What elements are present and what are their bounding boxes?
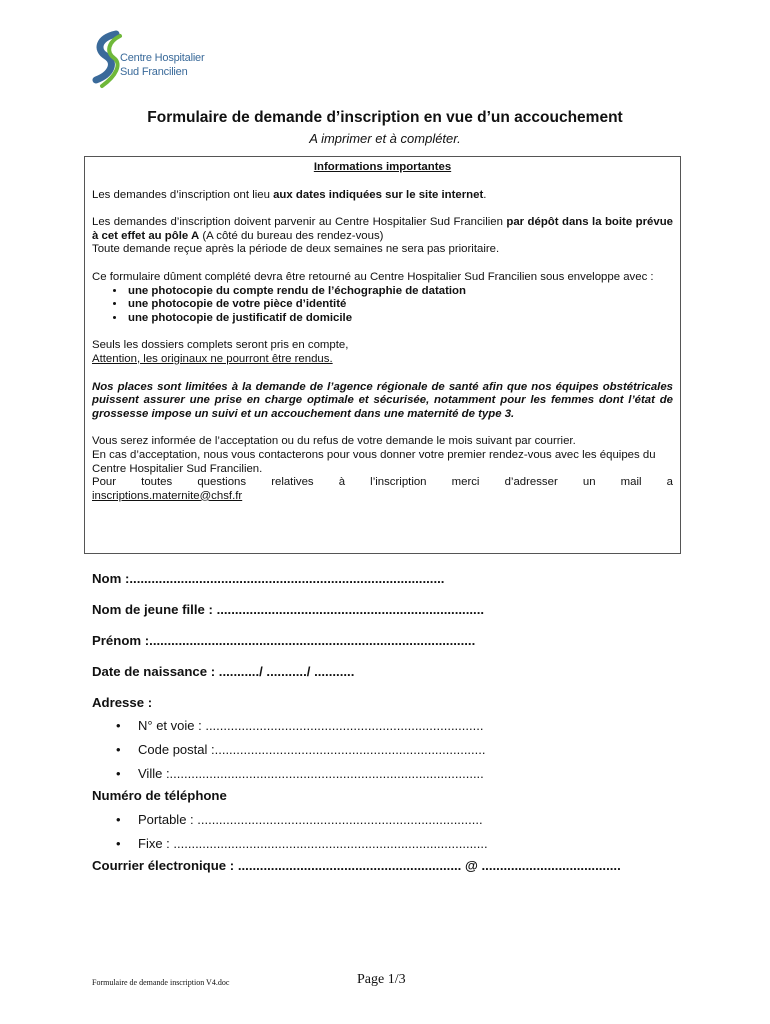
contact-line: Pour toutes questions relatives à l’inscription merci d’adresser un mail a [92, 476, 673, 489]
info-heading: Informations importantes [313, 161, 452, 173]
voie-field[interactable]: • N° et voie : ............................................................................. [138, 718, 483, 733]
list-item: • une photocopie du compte rendu de l’échographie de datation [126, 285, 673, 299]
logo-line-2: Sud Francilien [120, 66, 188, 78]
prenom-field[interactable]: Prénom :......................................................................................... [92, 633, 476, 648]
contact-email-link[interactable]: inscriptions.maternite@chsf.fr [92, 489, 243, 502]
list-item: • une photocopie de votre pièce d’identité [126, 298, 673, 312]
hospital-logo [90, 30, 230, 94]
nom-jeune-fille-field[interactable]: Nom de jeune fille : ......................................................................... [92, 602, 485, 617]
date-naissance-field[interactable]: Date de naissance : .........../ .........../ ........... [92, 664, 355, 679]
info-paragraph-contact: Vous serez informée de l’acceptation ou du refus de votre demande le mois suivant par courrier. En cas d’acceptation, nous vous contacterons pour vous donner votre premier rendez-vous avec les équipes du Centre Hospitalier Sud Francilien. Pour toutes questions relatives à l’inscription merci d’adresser un mail a inscriptions.maternite@chsf.fr [92, 435, 673, 502]
fixe-field[interactable]: • Fixe : ....................................................................................... [138, 836, 488, 851]
important-info-box [84, 156, 681, 554]
info-paragraph-dates: Les demandes d’inscription ont lieu aux dates indiquées sur le site internet. [92, 188, 487, 201]
logo-line-1: Centre Hospitalier [120, 52, 205, 64]
page-subtitle: A imprimer et à compléter. [309, 131, 461, 146]
adresse-label: Adresse : [92, 695, 153, 710]
nom-field[interactable]: Nom :...................................................................................... [92, 571, 445, 586]
footer-filename: Formulaire de demande inscription V4.doc [92, 978, 230, 987]
telephone-label: Numéro de téléphone [92, 788, 227, 803]
info-paragraph-deposit: Les demandes d’inscription doivent parvenir au Centre Hospitalier Sud Francilien par dépôt dans la boite prévue à cet effet au pôle A (A côté du bureau des rendez-vous) Toute demande reçue après la période de deux semaines ne sera pas prioritaire. [92, 216, 673, 256]
info-paragraph-complete: Seuls les dossiers complets seront pris en compte, Attention, les originaux ne pourront être rendus. [92, 339, 349, 365]
page-number: Page 1/3 [357, 972, 406, 987]
required-documents-list [92, 285, 673, 326]
portable-field[interactable]: • Portable : ............................................................................... [138, 812, 483, 827]
list-item: • une photocopie de justificatif de domicile [126, 312, 673, 326]
ville-field[interactable]: • Ville :....................................................................................... [138, 766, 484, 781]
info-paragraph-envelope: Ce formulaire dûment complété devra être retourné au Centre Hospitalier Sud Francilien sous enveloppe avec : [92, 270, 654, 283]
page-title: Formulaire de demande d’inscription en vue d’un accouchement [147, 109, 623, 126]
info-paragraph-limited-places: Nos places sont limitées à la demande de l’agence régionale de santé afin que nos équipes obstétricales puissent assurer une prise en charge optimale et sécurisée, notamment pour les femmes dont l’état de grossesse impose un suivi et un accouchement dans une maternité de type 3. [92, 380, 673, 420]
code-postal-field[interactable]: • Code postal :........................................................................... [138, 742, 486, 757]
courriel-field[interactable]: Courrier électronique : ............................................................. @ ...................................... [92, 858, 621, 873]
